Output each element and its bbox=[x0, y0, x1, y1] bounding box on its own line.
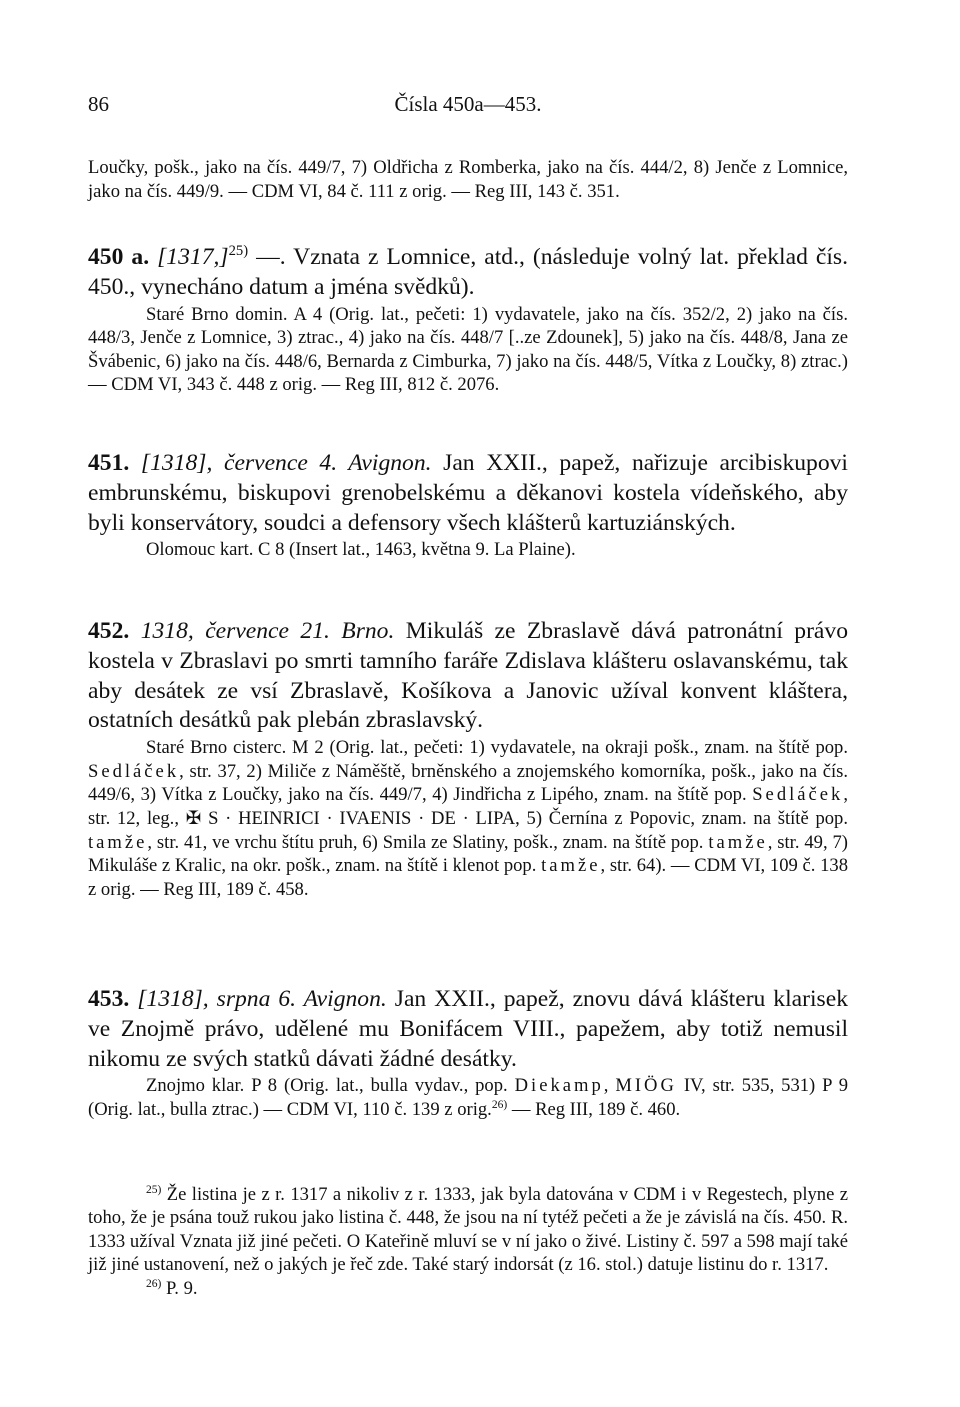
continued-text: Loučky, pošk., jako na čís. 449/7, 7) Oldřicha z Romberka, jako na čís. 444/2, 8) Jenče z Lomnice, jako na čís. 449/9. — CDM VI, 84 č. 111 z orig. — Reg III, 143 č. 351. bbox=[88, 157, 848, 202]
footnote-ref: 26) bbox=[491, 1098, 508, 1111]
entry-number: 453. bbox=[88, 986, 130, 1012]
entry-text: —. Vznata z Lomnice, atd., (následuje volný lat. překlad čís. 450., vynecháno datum a jména svědků). bbox=[88, 244, 848, 300]
continued-entry bbox=[88, 156, 848, 203]
entry-text: Jan XXII., papež, nařizuje arcibiskupovi embrunskému, biskupovi grenobelskému a děkanovi kostela vídeňského, aby byli konservátory, soudci a defensory všech klášterů kartuziánských. bbox=[88, 450, 848, 536]
running-title: Čísla 450a—453. bbox=[394, 92, 542, 116]
footnote-text: P. 9. bbox=[161, 1277, 198, 1299]
entry-date: [1317,] bbox=[157, 244, 229, 270]
entry-date: [1318], července 4. Avignon. bbox=[140, 450, 432, 476]
entry-source: Znojmo klar. P 8 (Orig. lat., bulla vydav., pop. Diekamp, MIÖG IV, str. 535, 531) P 9 (Orig. lat., bulla ztrac.) — CDM VI, 110 č. 139 z orig.$^{26)}$ — Reg III, 189 č. 460. bbox=[88, 1075, 849, 1120]
spaced-name: MIÖG bbox=[615, 1075, 677, 1097]
entry-number: 452. bbox=[88, 618, 130, 644]
page-header bbox=[88, 92, 848, 122]
entry-450a bbox=[88, 243, 848, 397]
spaced-word: tamže bbox=[708, 831, 768, 853]
entry-date: [1318], srpna 6. Avignon. bbox=[137, 986, 387, 1012]
footnote-25 bbox=[88, 1183, 848, 1277]
spaced-word: tamže bbox=[88, 831, 148, 853]
footnotes bbox=[88, 1183, 848, 1300]
spaced-name: Sedláček bbox=[88, 760, 180, 782]
entry-text: Jan XXII., papež, znovu dává klášteru klarisek ve Znojmě právo, udělené mu Bonifácem VIII., papežem, aby totiž nemusil nikomu ze svých statků dávati žádné desátky. bbox=[88, 986, 848, 1072]
entry-451 bbox=[88, 449, 848, 562]
entry-453 bbox=[88, 985, 848, 1122]
page-number: 86 bbox=[88, 92, 109, 116]
spaced-word: tamže bbox=[541, 855, 601, 877]
spaced-name: Diekamp bbox=[514, 1075, 604, 1097]
entry-number: 450 a. bbox=[88, 244, 150, 270]
entry-source: Staré Brno cisterc. M 2 (Orig. lat., pečeti: 1) vydavatele, na okraji pošk., znam. na štítě pop. Sedláček, str. 37, 2) Miliče z Náměště, brněnského a znojemského komorníka, pošk., jako na čís. 449/6, 3) Vítka z Loučky, jako na čís. 449/7, 4) Jindřicha z Lipého, znam. na štítě pop. Sedláček, str. 12, leg., ✠ S · HEINRICI · IVAENIS · DE · LIPA, 5) Černína z Popovic, znam. na štítě pop. tamže, str. 41, ve vrchu štítu pruh, 6) Smila ze Slatiny, pošk., znam. na štítě pop. tamže, str. 49, 7) Mikuláše z Kralic, na okr. pošk., znam. na štítě i klenot pop. tamže, str. 64). — CDM VI, 109 č. 138 z orig. — Reg III, 189 č. 458. bbox=[88, 737, 849, 900]
footnote-ref: 25) bbox=[228, 243, 249, 260]
entry-source: Olomouc kart. C 8 (Insert lat., 1463, května 9. La Plaine). bbox=[146, 539, 576, 561]
footnote-mark: 26) bbox=[146, 1277, 162, 1290]
footnote-text: Že listina je z r. 1317 a nikoliv z r. 1333, jak byla datována v CDM i v Regestech, plyne z toho, že je psána touž rukou jako listina č. 448, že jsou na ní tytéž pečeti a že je závislá na čís. 450. R. 1333 užíval Vznata již jiné pečeti. O Kateřině mluví se v ní jako o živé. Listiny č. 597 a 598 mají také již jiné ustanovení, než o jakých je řeč zde. Také starý indorsát (z 16. stol.) datuje listinu do r. 1317. bbox=[88, 1184, 848, 1276]
seal-legend: ✠ S · HEINRICI · IVAENIS · DE · LIPA, bbox=[185, 807, 520, 829]
entry-text: Mikuláš ze Zbraslavě dává patronátní právo kostela v Zbraslavi po smrti tamního faráře Zdislava klášteru oslavanskému, tak aby desátek ze vsí Zbraslavě, Košíkova a Janovic užíval konvent kláštera, ostatních desátků pak plebán zbraslavský. bbox=[88, 618, 848, 734]
footnote-mark: 25) bbox=[146, 1183, 162, 1196]
entry-source: Staré Brno domin. A 4 (Orig. lat., pečeti: 1) vydavatele, jako na čís. 352/2, 2) jako na čís. 448/3, Jenče z Lomnice, 3) ztrac., 4) jako na čís. 448/7 [..ze Zdounek], 5) jako na čís. 448/8, Jana ze Švábenic, 6) jako na čís. 448/6, Bernarda z Cimburka, 7) jako na čís. 448/5, Vítka z Loučky, 8) ztrac.) — CDM VI, 343 č. 448 z orig. — Reg III, 812 č. 2076. bbox=[88, 303, 848, 396]
footnote-26 bbox=[88, 1277, 848, 1300]
spaced-name: Sedláček bbox=[752, 784, 844, 806]
entry-number: 451. bbox=[88, 450, 130, 476]
entry-452 bbox=[88, 617, 848, 901]
entry-date: 1318, července 21. Brno. bbox=[140, 618, 395, 644]
